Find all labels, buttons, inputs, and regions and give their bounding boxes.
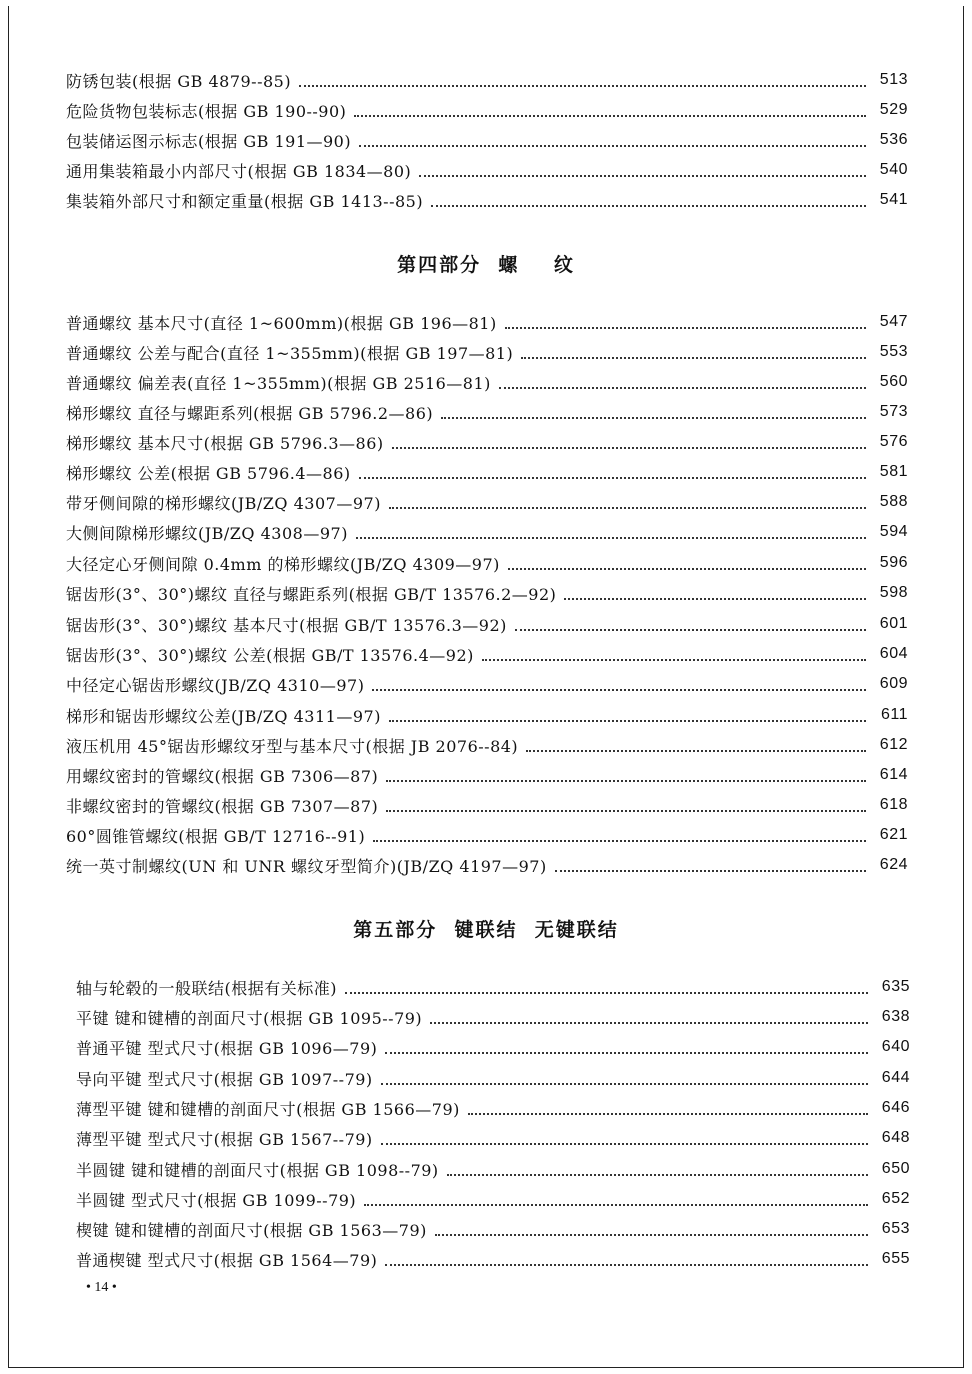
dot-leader [468, 1112, 868, 1115]
toc-entry-page: 614 [879, 766, 908, 783]
toc-entry-title: 导向平键 型式尺寸(根据 GB 1097--79) [76, 1069, 373, 1089]
dot-leader [356, 536, 866, 539]
toc-entry-title: 非螺纹密封的管螺纹(根据 GB 7307—87) [66, 796, 379, 816]
toc-entry-title: 用螺纹密封的管螺纹(根据 GB 7306—87) [66, 766, 379, 786]
dot-leader [499, 386, 866, 389]
toc-entry[interactable] [66, 186, 908, 214]
dot-leader [364, 1203, 868, 1206]
toc-entry-page: 594 [879, 523, 908, 540]
toc-entry-page: 588 [879, 493, 908, 510]
toc-entry-page: 618 [879, 796, 908, 813]
toc-entry-title: 锯齿形(3°、30°)螺纹 公差(根据 GB/T 13576.4—92) [66, 645, 474, 665]
toc-entry[interactable] [66, 518, 908, 546]
toc-entry[interactable] [66, 126, 908, 154]
toc-entry[interactable] [66, 640, 908, 668]
dot-leader [381, 1142, 868, 1145]
dot-leader [555, 869, 866, 872]
toc-entry-page: 655 [881, 1250, 910, 1267]
toc-entry[interactable] [66, 458, 908, 486]
toc-entry-page: 541 [879, 191, 908, 208]
toc-entry-page: 576 [879, 433, 908, 450]
toc-entry-title: 普通螺纹 基本尺寸(直径 1~600mm)(根据 GB 196—81) [66, 313, 497, 333]
toc-entry-title: 液压机用 45°锯齿形螺纹牙型与基本尺寸(根据 JB 2076--84) [66, 736, 519, 756]
toc-entry-title: 60°圆锥管螺纹(根据 GB/T 12716--91) [66, 826, 366, 846]
toc-entry-title: 防锈包装(根据 GB 4879--85) [66, 71, 292, 91]
toc-entry-title: 楔键 键和键槽的剖面尺寸(根据 GB 1563—79) [76, 1220, 427, 1240]
dot-leader [354, 114, 866, 117]
toc-entry[interactable] [66, 428, 908, 456]
toc-entry-title: 统一英寸制螺纹(UN 和 UNR 螺纹牙型简介)(JB/ZQ 4197—97) [66, 856, 547, 876]
toc-entry-page: 638 [881, 1008, 910, 1025]
dot-leader [419, 174, 866, 177]
toc-entry[interactable] [66, 701, 908, 729]
toc-entry[interactable] [76, 1094, 910, 1122]
toc-entry-page: 640 [881, 1038, 910, 1055]
toc-entry[interactable] [66, 398, 908, 426]
toc-entry[interactable] [66, 308, 908, 336]
dot-leader [385, 1051, 868, 1054]
dot-leader [385, 1263, 868, 1266]
toc-entry[interactable] [76, 1245, 910, 1273]
dot-leader [441, 416, 866, 419]
toc-entry-page: 540 [879, 161, 908, 178]
toc-entry-page: 513 [879, 71, 908, 88]
toc-entry-title: 平键 键和键槽的剖面尺寸(根据 GB 1095--79) [76, 1008, 423, 1028]
toc-entry-page: 644 [881, 1069, 910, 1086]
toc-entry-title: 梯形螺纹 公差(根据 GB 5796.4—86) [66, 463, 351, 483]
toc-entry[interactable] [66, 731, 908, 759]
toc-entry-title: 通用集装箱最小内部尺寸(根据 GB 1834—80) [66, 161, 412, 181]
dot-leader [392, 446, 866, 449]
dot-leader [386, 809, 866, 812]
page-number: • 14 • [86, 1280, 117, 1295]
toc-entry-page: 650 [881, 1160, 910, 1177]
toc-entry-page: 573 [879, 403, 908, 420]
toc-entry-title: 集装箱外部尺寸和额定重量(根据 GB 1413--85) [66, 191, 424, 211]
toc-entry-title: 薄型平键 型式尺寸(根据 GB 1567--79) [76, 1129, 373, 1149]
toc-entry[interactable] [66, 96, 908, 124]
dot-leader [389, 506, 866, 509]
toc-entry[interactable] [66, 851, 908, 879]
toc-entry[interactable] [66, 761, 908, 789]
dot-leader [447, 1173, 868, 1176]
toc-entry-title: 大侧间隙梯形螺纹(JB/ZQ 4308—97) [66, 523, 348, 543]
toc-entry-page: 529 [879, 101, 908, 118]
toc-entry-page: 598 [879, 584, 908, 601]
toc-entry-title: 锯齿形(3°、30°)螺纹 基本尺寸(根据 GB/T 13576.3—92) [66, 615, 507, 635]
toc-entry-title: 薄型平键 键和键槽的剖面尺寸(根据 GB 1566—79) [76, 1099, 460, 1119]
toc-entry-title: 包装储运图示标志(根据 GB 191—90) [66, 131, 352, 151]
toc-entry-title: 普通楔键 型式尺寸(根据 GB 1564—79) [76, 1250, 378, 1270]
dot-leader [359, 144, 866, 147]
toc-entry[interactable] [76, 1155, 910, 1183]
toc-entry-page: 621 [879, 826, 908, 843]
toc-entry[interactable] [76, 1124, 910, 1152]
toc-entry[interactable] [66, 66, 908, 94]
dot-leader [389, 719, 866, 722]
dot-leader [373, 839, 866, 842]
toc-entry-page: 536 [879, 131, 908, 148]
toc-entry[interactable] [66, 488, 908, 516]
dot-leader [505, 326, 866, 329]
toc-entry-title: 半圆键 键和键槽的剖面尺寸(根据 GB 1098--79) [76, 1160, 439, 1180]
dot-leader [359, 476, 866, 479]
toc-entry-title: 大径定心牙侧间隙 0.4mm 的梯形螺纹(JB/ZQ 4309—97) [66, 554, 500, 574]
toc-entry[interactable] [66, 791, 908, 819]
section-4-heading: 第四部分 螺 纹 [397, 254, 575, 276]
toc-entry-page: 635 [881, 978, 910, 995]
toc-entry-page: 609 [879, 675, 908, 692]
toc-entry-page: 611 [880, 706, 908, 723]
toc-entry-page: 604 [879, 645, 908, 662]
toc-entry-title: 半圆键 型式尺寸(根据 GB 1099--79) [76, 1190, 357, 1210]
dot-leader [381, 1082, 868, 1085]
dot-leader [299, 84, 866, 87]
toc-entry-page: 547 [879, 313, 908, 330]
dot-leader [431, 204, 866, 207]
toc-entry-page: 601 [879, 615, 908, 632]
toc-entry[interactable] [76, 973, 910, 1001]
toc-entry[interactable] [66, 579, 908, 607]
toc-entry-page: 560 [879, 373, 908, 390]
dot-leader [435, 1233, 868, 1236]
toc-entry-page: 596 [879, 554, 908, 571]
toc-entry-page: 653 [881, 1220, 910, 1237]
toc-entry-title: 轴与轮毂的一般联结(根据有关标准) [76, 978, 337, 998]
dot-leader [508, 567, 866, 570]
dot-leader [515, 628, 866, 631]
toc-entry[interactable] [66, 338, 908, 366]
toc-entry-title: 梯形和锯齿形螺纹公差(JB/ZQ 4311—97) [66, 706, 381, 726]
section-5-heading: 第五部分 键联结 无键联结 [353, 919, 619, 941]
toc-entry-title: 普通螺纹 偏差表(直径 1~355mm)(根据 GB 2516—81) [66, 373, 491, 393]
toc-entry[interactable] [66, 610, 908, 638]
toc-entry[interactable] [76, 1185, 910, 1213]
toc-entry-title: 中径定心锯齿形螺纹(JB/ZQ 4310—97) [66, 675, 365, 695]
toc-entry-page: 581 [879, 463, 908, 480]
toc-entry-title: 普通螺纹 公差与配合(直径 1~355mm)(根据 GB 197—81) [66, 343, 514, 363]
dot-leader [345, 991, 868, 994]
toc-entry-title: 梯形螺纹 直径与螺距系列(根据 GB 5796.2—86) [66, 403, 434, 423]
dot-leader [482, 658, 866, 661]
toc-entry-page: 553 [879, 343, 908, 360]
toc-entry-page: 648 [881, 1129, 910, 1146]
toc-entry-page: 624 [879, 856, 908, 873]
toc-entry-title: 普通平键 型式尺寸(根据 GB 1096—79) [76, 1038, 378, 1058]
toc-entry[interactable] [76, 1033, 910, 1061]
dot-leader [526, 749, 866, 752]
toc-entry-title: 锯齿形(3°、30°)螺纹 直径与螺距系列(根据 GB/T 13576.2—92) [66, 584, 557, 604]
toc-entry[interactable] [66, 821, 908, 849]
toc-entry-page: 652 [881, 1190, 910, 1207]
toc-entry-title: 梯形螺纹 基本尺寸(根据 GB 5796.3—86) [66, 433, 384, 453]
toc-entry[interactable] [66, 549, 908, 577]
toc-entry[interactable] [66, 156, 908, 184]
dot-leader [430, 1021, 868, 1024]
toc-entry[interactable] [76, 1064, 910, 1092]
toc-entry[interactable] [66, 368, 908, 396]
toc-entry-page: 612 [879, 736, 908, 753]
toc-entry-title: 危险货物包装标志(根据 GB 190--90) [66, 101, 347, 121]
toc-entry[interactable] [76, 1215, 910, 1243]
toc-entry[interactable] [66, 670, 908, 698]
dot-leader [386, 779, 866, 782]
dot-leader [372, 688, 866, 691]
toc-entry-title: 带牙侧间隙的梯形螺纹(JB/ZQ 4307—97) [66, 493, 381, 513]
toc-entry-page: 646 [881, 1099, 910, 1116]
toc-entry[interactable] [76, 1003, 910, 1031]
dot-leader [521, 356, 866, 359]
dot-leader [564, 597, 866, 600]
